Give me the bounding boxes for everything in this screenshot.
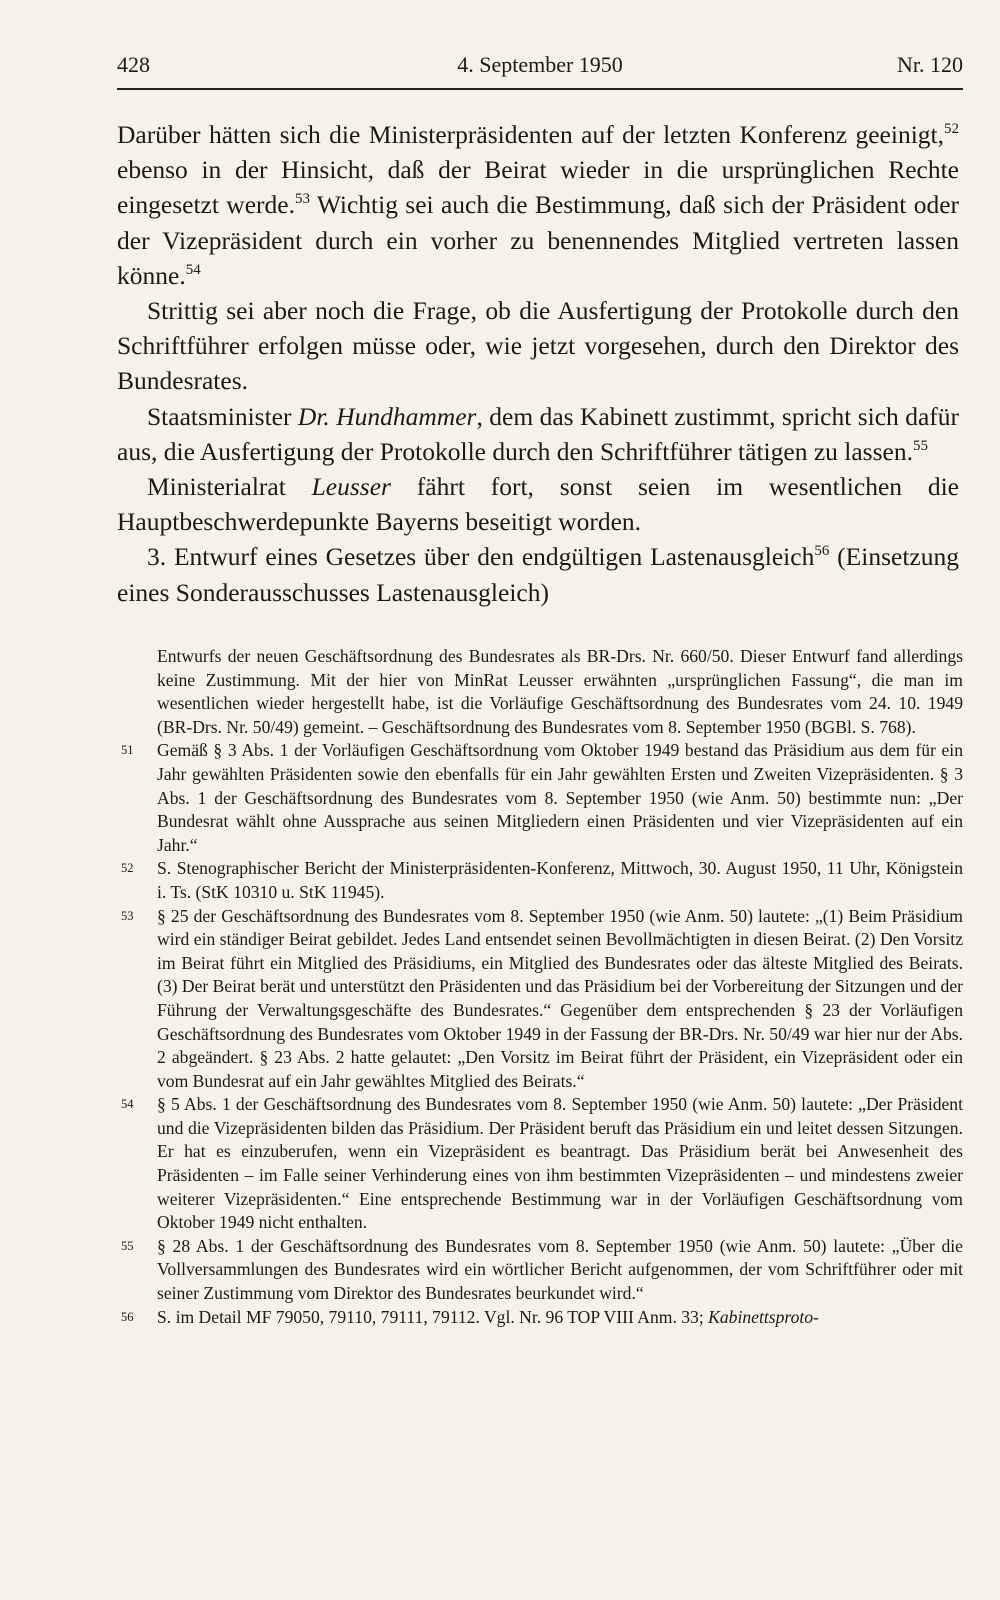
running-header [117,52,963,88]
paragraph-3: Staatsminister Dr. Hundhammer, dem das Kabinett zustimmt, spricht sich dafür aus, die Ausfertigung der Protokolle durch den Schriftführer tätigen zu lassen.$^{55}$ [117,401,960,466]
footnote-continuation: Entwurfs der neuen Geschäftsordnung des Bundesrates als BR-Drs. Nr. 660/50. Dieser Entwurf fand allerdings keine Zustimmung. Mit der hier von MinRat Leusser erwähnten „ursprünglichen Fassung“, die man im wesentlichen wieder hergestellt habe, ist die Vorläufige Geschäftsordnung des Bundesrates vom 24. 10. 1949 (BR-Drs. Nr. 50/49) gemeint. – Geschäftsordnung des Bundesrates vom 8. September 1950 (BGBl. S. 768). [157,646,963,737]
footnote-number: 52 [121,861,134,876]
header-date: 4. September 1950 [457,52,623,77]
footnote: 55 § 28 Abs. 1 der Geschäftsordnung des Bundesrates vom 8. September 1950 (wie Anm. 50) lautete: „Über die Vollversammlungen des Bundesrates wird ein wörtlicher Bericht aufgenommen, der vom Schriftführer oder mit seiner Zustimmung vom Direktor des Bundesrates beurkundet wird.“ [121,1235,963,1304]
speaker-name: Leusser [311,472,391,502]
footnote-ref: 54 [185,261,201,278]
footnote: 54 § 5 Abs. 1 der Geschäftsordnung des Bundesrates vom 8. September 1950 (wie Anm. 50) lautete: „Der Präsident und die Vizepräsidenten bilden das Präsidium. Der Präsident beruft das Präsidium ein und leitet dessen Sitzungen. Er hat es einzuberufen, wenn ein Vizepräsident es beantragt. Das Präsidium berät bei Anwesenheit des Präsidenten – im Falle seiner Verhinderung eines von ihm bestimmten Vizepräsidenten – und mindestens zweier weiterer Vizepräsidenten.“ Eine entsprechende Bestimmung war in der Vorläufigen Geschäftsordnung vom Oktober 1949 nicht enthalten. [121,1094,963,1233]
footnote-ref: 55 [912,437,928,454]
footnote-ref: 52 [944,121,959,137]
header-rule [117,88,963,90]
footnotes [117,645,963,1329]
footnote-number: 55 [121,1238,134,1253]
paragraph-4: Ministerialrat Leusser fährt fort, sonst seien im wesentlichen die Hauptbeschwerdepunkte Bayerns beseitigt worden. [117,472,959,537]
footnote-number: 51 [121,743,134,758]
paragraph-2: Strittig sei aber noch die Frage, ob die Ausfertigung der Protokolle durch den Schriftführer erfolgen müsse oder, wie jetzt vorgesehen, durch den Direktor des Bundesrates. [117,296,959,396]
footnote: 52 S. Stenographischer Bericht der Ministerpräsidenten-Konferenz, Mittwoch, 30. August 1950, 11 Uhr, Königstein i. Ts. (StK 10310 u. StK 11945). [121,858,963,902]
paragraph-1: Darüber hätten sich die Ministerpräsidenten auf der letzten Konferenz geeinigt,$^{52}$ ebenso in der Hinsicht, daß der Beirat wieder in die ursprünglichen Rechte eingesetzt werde.$^{53}$ Wichtig sei auch die Bestimmung, daß sich der Präsident oder der Vizepräsident durch ein vorher zu benennendes Mitglied vertreten lassen könne.$^{54}$ [117,120,960,290]
page-number: 428 [117,52,150,77]
footnote: 51 Gemäß § 3 Abs. 1 der Vorläufigen Geschäftsordnung vom Oktober 1949 bestand das Präsidium aus dem für ein Jahr gewählten Präsidenten sowie den ebenfalls für ein Jahr gewählten Ersten und Zweiten Vizepräsidenten. § 3 Abs. 1 der Geschäftsordnung des Bundesrates vom 8. September 1950 (wie Anm. 50) bestimmte nun: „Der Bundesrat wählt ohne Aussprache aus seinen Mitgliedern einen Präsidenten und vier Vizepräsidenten auf ein Jahr.“ [121,740,963,855]
main-text [117,117,959,610]
speaker-name: Hundhammer [336,401,477,431]
footnote: 56 S. im Detail MF 79050, 79110, 79111, 79112. Vgl. Nr. 96 TOP VIII Anm. 33; Kabinettsproto- [117,1306,963,1330]
footnote-ref: 56 [814,543,830,560]
footnote-number: 56 [121,1309,134,1324]
agenda-item-heading: 3. Entwurf eines Gesetzes über den endgültigen Lastenausgleich$^{56}$ (Einsetzung eines Sonderausschusses Lastenausgleich) [117,542,959,607]
document-number: Nr. 120 [897,52,963,77]
footnote-number: 53 [121,908,134,923]
footnote-ref: 53 [294,191,310,208]
footnote: 53 § 25 der Geschäftsordnung des Bundesrates vom 8. September 1950 (wie Anm. 50) lautete: „(1) Beim Präsidium wird ein ständiger Beirat gebildet. Jedes Land entsendet seinen Bevollmächtigten in diesen Beirat. (2) Den Vorsitz im Beirat führt ein Mitglied des Präsidiums, ein Mitglied des Bundesrates oder das älteste Mitglied des Beirats. (3) Der Beirat berät und unterstützt den Präsidenten und das Präsidium bei der Vorbereitung der Sitzungen und der Führung der Verwaltungsgeschäfte des Bundesrates.“ Gegenüber dem entsprechenden § 23 der Vorläufigen Geschäftsordnung des Bundesrates vom Oktober 1949 in der Fassung der BR-Drs. Nr. 50/49 war hier nur der Abs. 2 abgeändert. § 23 Abs. 2 hatte gelautet: „Den Vorsitz im Beirat führt der Präsident, ein Vizepräsident oder ein vom Bundesrat auf ein Jahr gewähltes Mitglied des Beirats.“ [121,905,964,1091]
footnote-number: 54 [121,1097,134,1112]
